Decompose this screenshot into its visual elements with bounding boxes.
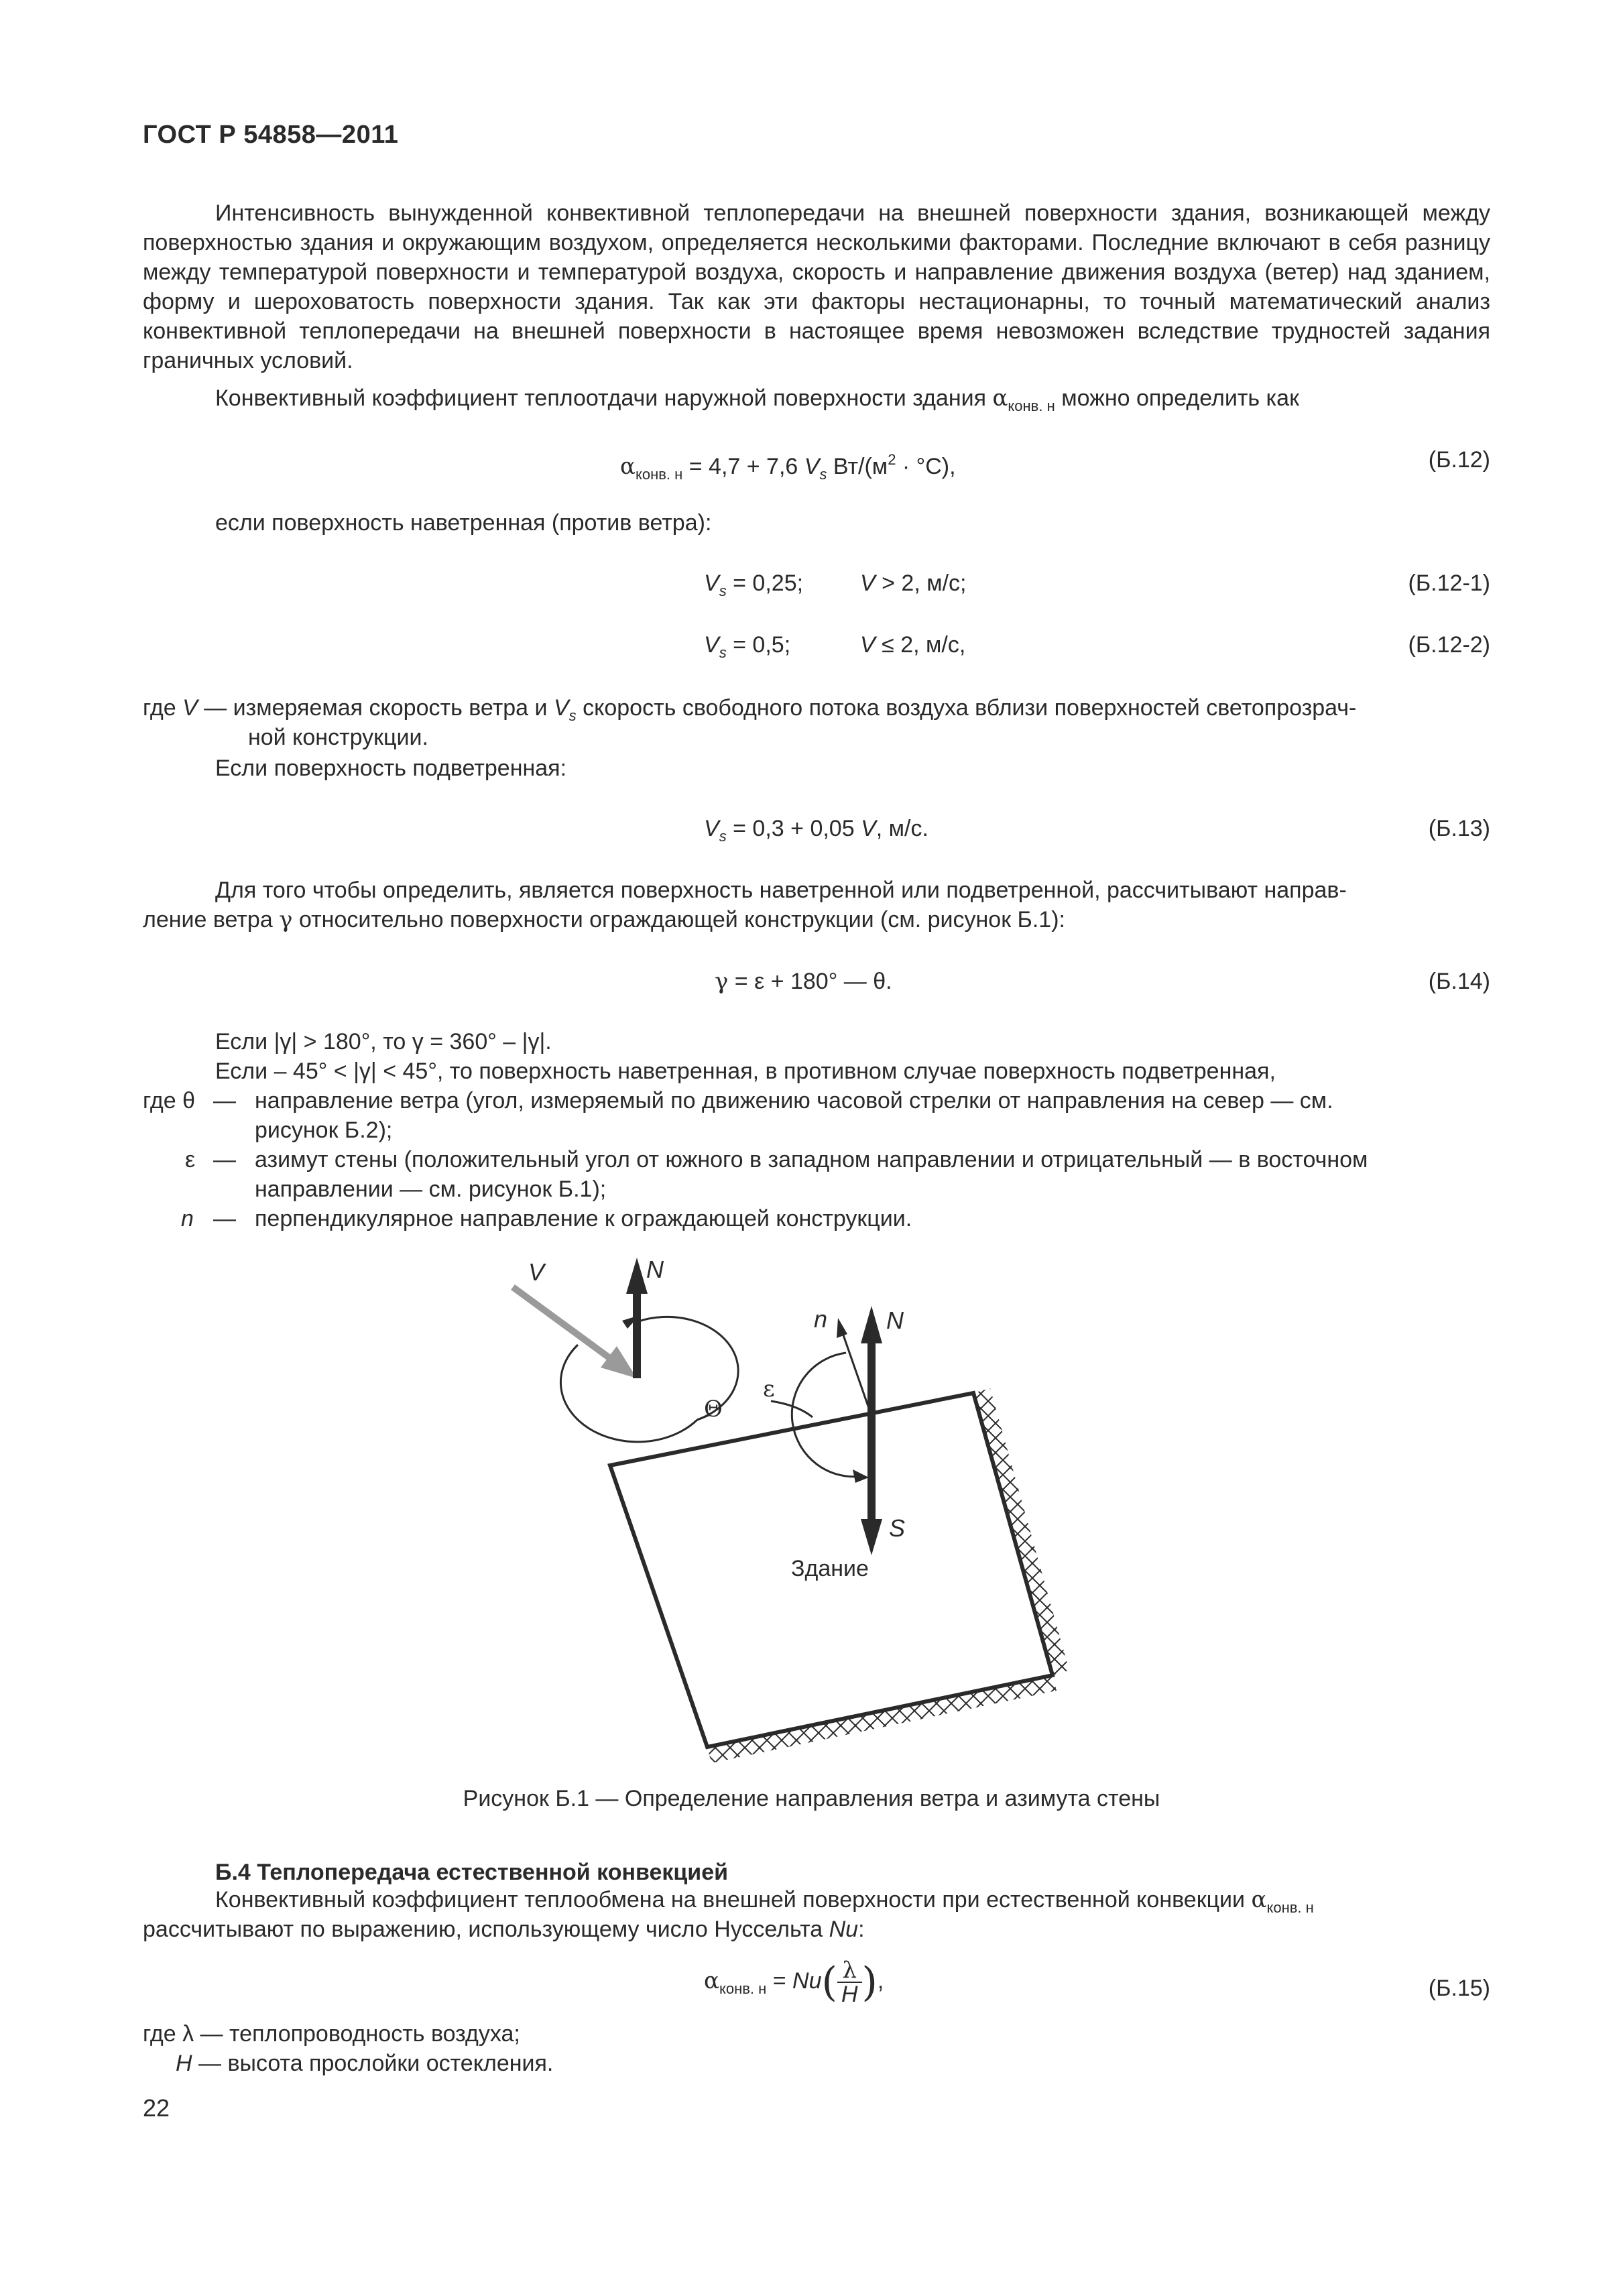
alpha-symbol: α (992, 385, 1008, 412)
where-v-text: скорость свободного потока воздуха вблизи поверхностей светопрозрач- (576, 695, 1357, 721)
wall-hatching-right (973, 1388, 1069, 1675)
equation-number-b12-1: (Б.12-1) (1408, 570, 1490, 596)
south-arrow-head (861, 1519, 882, 1555)
vs-symbol: V (704, 632, 719, 658)
section-title-b4: Б.4 Теплопередача естественной конвекцией (215, 1860, 728, 1885)
left-paren: ( (821, 1959, 837, 2006)
vs-subscript: s (568, 707, 577, 724)
alpha-subscript: конв. н (1008, 398, 1055, 414)
v-symbol: V (861, 816, 876, 841)
def-eps-cont: направлении — см. рисунок Б.1); (255, 1176, 607, 1202)
condition-1: Если |γ| > 180°, то γ = 360° – |γ|. (215, 1029, 552, 1054)
eq-b12-1-cond: > 2, м/с; (875, 570, 967, 596)
gamma-symbol: γ (715, 968, 729, 995)
leeward-label: Если поверхность подветренная: (215, 756, 567, 781)
label-s: S (889, 1514, 906, 1542)
fraction-numerator: λ (837, 1959, 862, 1983)
def-theta-symbol: где θ (143, 1088, 195, 1113)
where-lambda-symbol: где λ (143, 2021, 194, 2047)
equation-number-b12-2: (Б.12-2) (1408, 632, 1490, 658)
vs-subscript: s (719, 583, 727, 599)
eq-b14-text: = ε + 180° — θ. (728, 969, 892, 994)
def-eps-text: азимут стены (положительный угол от южного в западном направлении и отрицательный — в восточном (255, 1147, 1368, 1172)
section-b4-line1-text: Конвективный коэффициент теплообмена на внешней поверхности при естественной конвекции (215, 1887, 1252, 1913)
direction-line1: Для того чтобы определить, является поверхность наветренной или подветренной, рассчитывают направ- (215, 878, 1347, 903)
where-h-text: — высота прослойки остекления. (192, 2051, 554, 2076)
eq-b12-1-value: = 0,25; (726, 570, 804, 596)
vs-symbol: V (704, 816, 719, 841)
fraction-denominator: H (841, 1982, 858, 2007)
nu-symbol: Nu (792, 1968, 822, 1994)
figure-caption: Рисунок Б.1 — Определение направления ветра и азимута стены (463, 1786, 1160, 1811)
section-b4-line2 (143, 1915, 865, 1944)
label-n-1: N (646, 1256, 664, 1283)
nusselt-symbol: Nu (829, 1917, 859, 1942)
def-n-dash: — (213, 1206, 236, 1231)
theta-arc (637, 1317, 738, 1420)
north-arrow-2-head (861, 1306, 882, 1343)
v-symbol: V (860, 570, 876, 596)
where-h-symbol: H (176, 2051, 192, 2076)
alpha-subscript: конв. н (1266, 1899, 1314, 1916)
wall-hatching-bottom (707, 1675, 1057, 1763)
v-symbol: V (182, 695, 198, 721)
where-v-mid: — измеряемая скорость ветра и (197, 695, 554, 721)
def-n-text: перпендикулярное направление к ограждающей конструкции. (255, 1206, 912, 1231)
wind-arrow-head (601, 1346, 637, 1378)
label-n-normal: n (814, 1305, 828, 1333)
direction-line2-b: относительно поверхности ограждающей конструкции (см. рисунок Б.1): (292, 907, 1065, 932)
eq-b15-comma: , (877, 1968, 884, 1994)
equation-number-b15: (Б.15) (1428, 1976, 1490, 2001)
coefficient-intro-text: Конвективный коэффициент теплоотдачи наружной поверхности здания (215, 385, 993, 411)
normal-arrow-head (837, 1318, 847, 1338)
where-prefix: где (143, 695, 183, 721)
vs-symbol: V (553, 695, 569, 721)
vs-symbol: V (804, 454, 820, 479)
gamma-symbol: γ (279, 906, 293, 933)
lambda-over-h-fraction (837, 1959, 862, 2006)
coefficient-intro-suffix: можно определить как (1055, 385, 1299, 411)
alpha-subscript: конв. н (719, 1980, 767, 1997)
where-lambda-text: — теплопроводность воздуха; (194, 2021, 520, 2047)
v-symbol: V (860, 632, 876, 658)
wind-arrow-line (513, 1287, 615, 1362)
label-n-2: N (886, 1307, 904, 1334)
alpha-symbol: α (620, 453, 636, 480)
label-building: Здание (791, 1556, 869, 1581)
eq-b13-right: , м/с. (876, 816, 928, 841)
epsilon-arc (792, 1353, 862, 1477)
epsilon-arrow-head (853, 1469, 869, 1483)
alpha-symbol: α (704, 1967, 719, 1994)
colon: : (858, 1917, 865, 1942)
def-n-symbol: n (181, 1206, 194, 1231)
equation-number-b12: (Б.12) (1428, 447, 1490, 473)
section-b4-line2-text: рассчитывают по выражению, использующему число Нуссельта (143, 1917, 829, 1942)
def-theta-dash: — (213, 1088, 236, 1113)
label-epsilon: ε (763, 1376, 775, 1402)
north-arrow-1-head (626, 1258, 648, 1294)
equation-number-b14: (Б.14) (1428, 969, 1490, 994)
vs-subscript: s (819, 466, 827, 483)
def-theta-text: направление ветра (угол, измеряемый по движению часовой стрелки от направления на север — см. (255, 1088, 1333, 1113)
windward-label: если поверхность наветренная (против ветра): (215, 510, 712, 536)
vs-symbol: V (704, 570, 719, 596)
alpha-symbol: α (1251, 1886, 1267, 1913)
page-number: 22 (143, 2094, 170, 2122)
normal-arrow-line (842, 1331, 871, 1416)
eq-b12-units: Вт/(м (827, 454, 888, 479)
eq-b12-units-end: · °С), (896, 454, 956, 479)
equation-number-b13: (Б.13) (1428, 816, 1490, 841)
intro-paragraph: Интенсивность вынужденной конвективной теплопередачи на внешней поверхности здания, возникающей между поверхностью здания и окружающим воздухом, определяется несколькими факторами. Последние включают в себя разницу между температурой поверхности и температурой воздуха, скорость и направление движения воздуха (ветер) над зданием, форму и шероховатость поверхности здания. Так как эти факторы нестационарны, то точный математический анализ конвективной теплопередачи на внешней поверхности в настоящее время невозможен вследствие трудностей задания граничных условий. (143, 200, 1490, 373)
direction-line2-a: ление ветра (143, 907, 280, 932)
where-v-continuation: ной конструкции. (248, 725, 428, 750)
def-eps-symbol: ε (185, 1147, 196, 1172)
theta-arc-left (560, 1345, 697, 1442)
eq-b12-2-value: = 0,5; (726, 632, 791, 658)
label-v: V (528, 1258, 545, 1286)
right-paren: ) (861, 1959, 878, 2006)
equation-b15 (704, 1959, 884, 2006)
def-theta-cont: рисунок Б.2); (255, 1117, 393, 1143)
eq-b13-left: = 0,3 + 0,05 (726, 816, 861, 841)
eq-b12-2-cond: ≤ 2, м/с, (875, 632, 966, 658)
eq-b15-equals: = (766, 1968, 793, 1994)
alpha-subscript: конв. н (635, 466, 683, 483)
where-h (176, 2049, 553, 2078)
condition-2: Если – 45° < |γ| < 45°, то поверхность наветренная, в противном случае поверхность подветренная, (215, 1059, 1276, 1084)
where-lambda (143, 2019, 520, 2049)
vs-subscript: s (719, 828, 727, 845)
eq-b12-rhs: = 4,7 + 7,6 (682, 454, 804, 479)
square-exponent: 2 (888, 451, 896, 468)
label-theta: Θ (704, 1396, 723, 1423)
def-eps-dash: — (213, 1147, 236, 1172)
vs-subscript: s (719, 644, 727, 661)
document-header: ГОСТ Р 54858—2011 (143, 121, 399, 149)
